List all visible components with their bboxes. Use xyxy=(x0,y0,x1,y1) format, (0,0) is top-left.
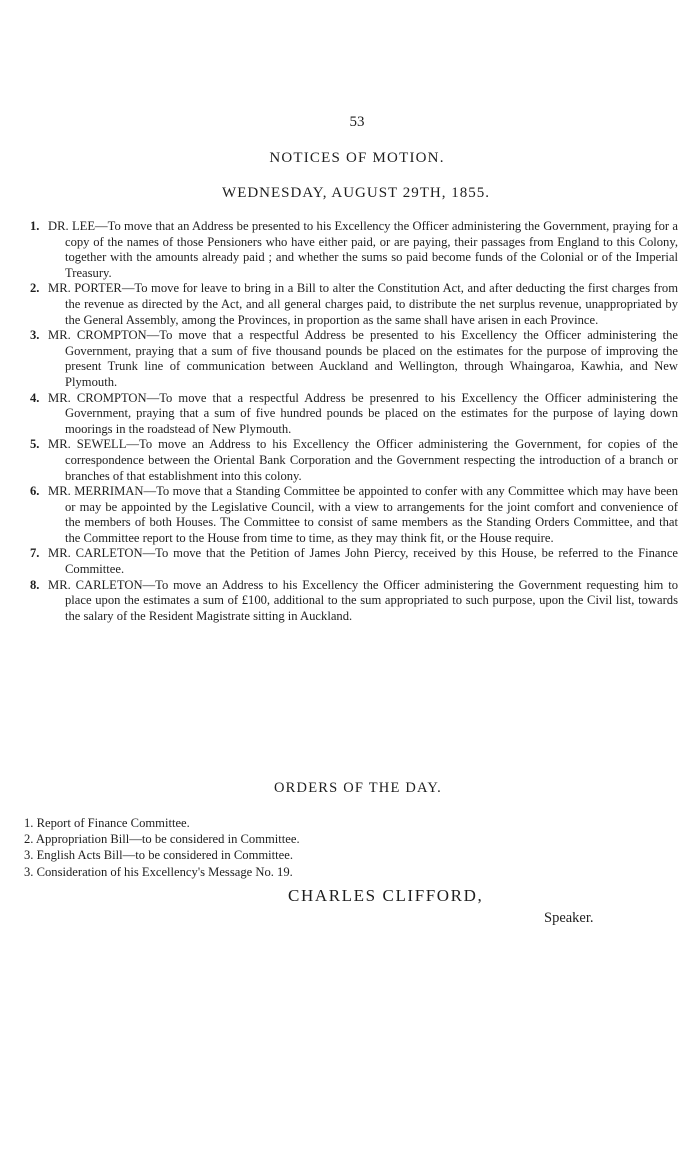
motion-text: MR. MERRIMAN—To move that a Standing Committee be appointed to confer with any Committee which may have been or may be appointed by the Legislative Council, with a view to arrangements for the joint comfort and convenience of the members of both Houses. The Committee to consist of same members as the Standing Orders Committee, and that the Committee report to the House from time to time, as they may think fit, or the House require. xyxy=(48,484,678,545)
motion-text: MR. CARLETON—To move that the Petition of James John Piercy, received by this House, be referred to the Finance Committee. xyxy=(48,546,678,577)
order-item: 1. Report of Finance Committee. xyxy=(24,816,190,830)
motion-number: 1. xyxy=(30,219,40,233)
motion-number: 6. xyxy=(30,484,40,499)
signer-title: Speaker. xyxy=(544,910,594,926)
order-item: 2. Appropriation Bill—to be considered in Committee. xyxy=(24,832,300,847)
sitting-date: WEDNESDAY, AUGUST 29TH, 1855. xyxy=(222,185,490,201)
orders-list xyxy=(24,815,524,880)
motion-number: 7. xyxy=(30,546,40,561)
motion-number: 2. xyxy=(30,281,40,296)
motions-list xyxy=(30,219,678,624)
motion-item xyxy=(30,437,678,484)
page-number: 53 xyxy=(349,114,365,130)
signer-name: CHARLES CLIFFORD, xyxy=(288,886,484,905)
motion-item xyxy=(30,219,678,281)
motion-text: DR. LEE—To move that an Address be presented to his Excellency the Officer administering the Government, praying for a copy of the names of those Pensioners who have either paid, or are paying, their passages from England to this Colony, together with the amounts already paid ; and whether the sums so paid become funds of the Colonial or of the Imperial Treasury. xyxy=(48,219,678,280)
motion-number: 5. xyxy=(30,437,40,452)
motion-text: MR. CARLETON—To move an Address to his Excellency the Officer administering the Government requesting him to place upon the estimates a sum of £100, additional to the sum appropriated to such purpose, upon the Civil list, towards the salary of the Resident Magistrate sitting in Auckland. xyxy=(48,577,678,623)
order-item: 3. English Acts Bill—to be considered in Committee. xyxy=(24,848,293,863)
motion-item xyxy=(30,328,678,390)
motion-text: MR. SEWELL—To move an Address to his Excellency the Officer administering the Government, for copies of the correspondence between the Oriental Bank Corporation and the Government respecting the introduction of a branch or branches of that establishment into this colony. xyxy=(48,437,678,483)
motion-number: 4. xyxy=(30,390,40,405)
order-item: 3. Consideration of his Excellency's Message No. 19. xyxy=(24,864,293,879)
notices-heading: NOTICES OF MOTION. xyxy=(269,150,445,166)
motion-number: 8. xyxy=(30,577,40,592)
motion-item xyxy=(30,578,678,625)
motion-number: 3. xyxy=(30,328,40,343)
motion-item xyxy=(30,391,678,438)
orders-heading: ORDERS OF THE DAY. xyxy=(274,780,442,796)
motion-text: MR. PORTER—To move for leave to bring in a Bill to alter the Constitution Act, and after deducting the first charges from the revenue as directed by the Act, and all general charges paid, to distribute the net surplus revenue, unappropriated by the General Assembly, among the Provinces, in proportion as the same shall have arisen in each Province. xyxy=(48,281,678,327)
motion-item xyxy=(30,546,678,577)
motion-text: MR. CROMPTON—To move that a respectful Address be presented to his Excellency the Officer administering the Government, praying that a sum of five thousand pounds be placed on the estimates for the purpose of improving the present Trunk line of communication between Auckland and Wellington, through Whaingaroa, Kawhia, and New Plymouth. xyxy=(48,328,678,389)
motion-item xyxy=(30,484,678,546)
motion-item xyxy=(30,281,678,328)
motion-text: MR. CROMPTON—To move that a respectful Address be presenred to his Excellency the Officer administering the Government, praying that a sum of five hundred pounds be placed on the estimates for the purpose of laying down moorings in the roadstead of New Plymouth. xyxy=(48,390,678,436)
